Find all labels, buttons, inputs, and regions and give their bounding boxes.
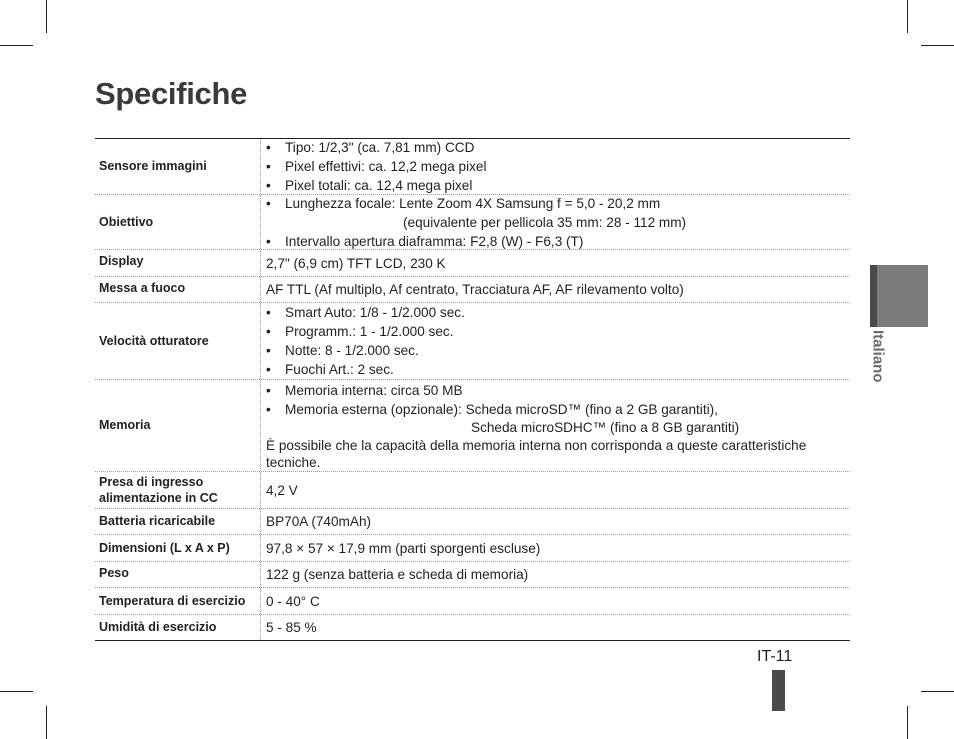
list-item: • Tipo: 1/2,3" (ca. 7,81 mm) CCD <box>266 140 475 155</box>
row-value: 97,8 × 57 × 17,9 mm (parti sporgenti escluse) <box>266 540 541 556</box>
crop-mark <box>907 0 908 33</box>
table-row <box>95 588 850 615</box>
row-label: Sensore immagini <box>95 139 261 194</box>
row-label: Obiettivo <box>95 195 261 249</box>
crop-mark <box>921 691 954 692</box>
row-label: Messa a fuoco <box>95 277 261 302</box>
row-value: 4,2 V <box>266 482 298 498</box>
table-row <box>95 250 850 277</box>
table-row <box>95 472 850 509</box>
list-item-continuation: (equivalente per pellicola 35 mm: 28 - 112 mm) <box>403 214 687 230</box>
crop-mark <box>0 691 33 692</box>
list-item: • Pixel effettivi: ca. 12,2 mega pixel <box>266 159 487 174</box>
row-value <box>261 380 850 471</box>
crop-mark <box>0 45 33 46</box>
crop-mark <box>46 706 47 739</box>
row-value <box>261 195 850 249</box>
list-item: • Memoria esterna (opzionale): Scheda microSD™ (fino a 2 GB garantiti), <box>266 401 718 417</box>
page-number-bar <box>772 670 785 711</box>
row-label: Batteria ricaricabile <box>95 509 261 534</box>
row-value: 2,7" (6,9 cm) TFT LCD, 230 K <box>266 255 446 271</box>
table-row <box>95 380 850 472</box>
row-value <box>261 303 850 379</box>
row-label: Display <box>95 250 261 276</box>
table-row <box>95 562 850 588</box>
crop-mark <box>46 0 47 33</box>
list-item: • Programm.: 1 - 1/2.000 sec. <box>266 324 454 339</box>
row-value: AF TTL (Af multiplo, Af centrato, Tracciatura AF, AF rilevamento volto) <box>266 282 684 297</box>
page-title: Specifiche <box>95 76 248 111</box>
row-label: Peso <box>95 562 261 587</box>
row-label: Memoria <box>95 380 261 471</box>
row-value: BP70A (740mAh) <box>266 514 372 529</box>
row-label: Umidità di esercizio <box>95 615 261 640</box>
row-value <box>261 139 850 194</box>
table-row <box>95 535 850 562</box>
memory-note: È possibile che la capacità della memoria interna non corrisponda a queste caratteristiche tecniche. <box>266 437 807 470</box>
list-item: • Intervallo apertura diaframma: F2,8 (W) - F6,3 (T) <box>266 233 584 249</box>
list-item: • Notte: 8 - 1/2.000 sec. <box>266 343 419 358</box>
table-row <box>95 139 850 195</box>
row-value: 0 - 40° C <box>266 593 320 609</box>
page-number: IT-11 <box>757 648 793 665</box>
list-item: • Smart Auto: 1/8 - 1/2.000 sec. <box>266 305 465 320</box>
list-item: • Fuochi Art.: 2 sec. <box>266 362 394 377</box>
table-row <box>95 195 850 250</box>
table-row <box>95 303 850 380</box>
row-label: Velocità otturatore <box>95 303 261 379</box>
row-label: Dimensioni (L x A x P) <box>95 535 261 561</box>
list-item: • Lunghezza focale: Lente Zoom 4X Samsung f = 5,0 - 20,2 mm <box>266 195 661 211</box>
crop-mark <box>907 706 908 739</box>
section-tab-marker <box>870 265 928 327</box>
list-item: • Memoria interna: circa 50 MB <box>266 382 463 398</box>
table-row <box>95 615 850 640</box>
list-item: • Pixel totali: ca. 12,4 mega pixel <box>266 178 473 193</box>
row-value: 5 - 85 % <box>266 620 317 635</box>
crop-mark <box>921 45 954 46</box>
specifications-table <box>95 138 850 641</box>
row-label: Presa di ingresso alimentazione in CC <box>95 472 261 508</box>
row-value: 122 g (senza batteria e scheda di memoria) <box>266 567 529 582</box>
section-tab-label: Italiano <box>869 330 887 383</box>
table-row <box>95 509 850 535</box>
list-item-continuation: Scheda microSDHC™ (fino a 8 GB garantiti) <box>471 419 740 435</box>
table-row <box>95 277 850 303</box>
row-label: Temperatura di esercizio <box>95 588 261 614</box>
